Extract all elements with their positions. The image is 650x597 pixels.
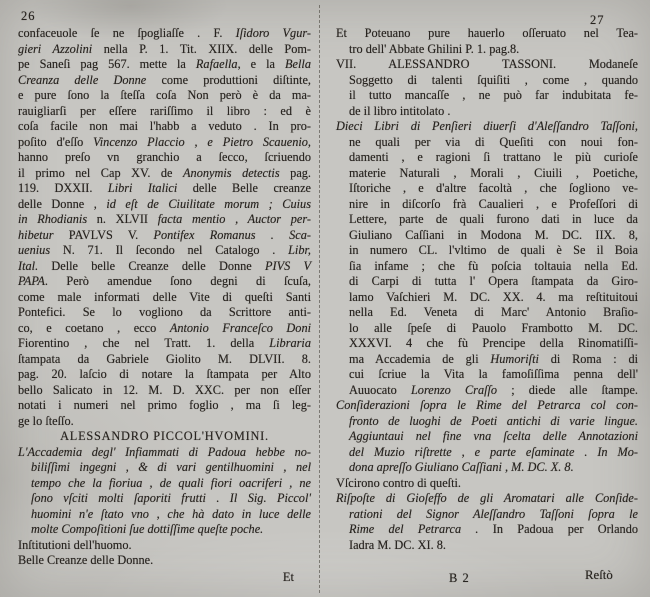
text-line [18, 259, 311, 275]
text-segment: ge lo ſteſſo. [18, 413, 74, 428]
text-segment: bello Salicato in 12. M. D. XXC. per non eſſer [18, 382, 311, 397]
text-segment: Bella [285, 57, 311, 71]
text-line [18, 26, 311, 42]
text-segment: nella Ed. Veneta di Marc' Antonio Braſio- [349, 305, 638, 319]
column-divider-rule [319, 5, 320, 593]
text-segment: 119. DXXII. [18, 181, 108, 195]
text-segment: uenius [18, 243, 63, 257]
text-segment: il primo nel Cap XV. de [18, 165, 184, 180]
text-segment: del Muzio riſtrette , e parte eſaminate . In Mo- [349, 444, 638, 459]
text-line [336, 476, 638, 492]
text-line [336, 522, 638, 538]
text-segment: di Roma : di [538, 351, 639, 366]
left-page-column [18, 26, 311, 569]
text-segment: L'Accademia degl' Infiammati di Padoua hebbe no- [18, 444, 311, 459]
page-number-left: 26 [21, 9, 36, 23]
text-segment: Pontefici. Se lo vogliono da Scrittore anti- [18, 305, 311, 319]
text-segment: Fiorentino , che nel Tratt. 1. della [18, 336, 270, 350]
text-segment: In Padoua per Orlando [492, 522, 638, 536]
text-segment: ma Accademia de gli [349, 351, 491, 366]
text-segment: rationi del Signor Aleſſandro Taſſoni ſopra le [349, 506, 638, 521]
text-line [18, 414, 311, 430]
text-line [336, 367, 638, 383]
text-line [18, 57, 311, 73]
text-segment: n. XLVII [96, 212, 158, 226]
text-segment: cui ſcriue la Vita la famoſiſſima penna dell' [349, 367, 638, 381]
text-line [18, 429, 311, 445]
text-line [18, 243, 311, 259]
text-segment: VII. ALESSANDRO TASSONI. Modaneſe [336, 57, 638, 71]
text-segment: Rime del Petrarca . [349, 522, 493, 536]
text-segment: ſono vſciti molti ſaporiti frutti . Il Sig. Piccol' [31, 491, 311, 505]
text-line [336, 42, 638, 58]
text-segment: Aggiuntaui nel fine vna ſcelta delle Annotazioni [349, 429, 638, 443]
text-segment: Iadra M. DC. XI. 8. [349, 537, 446, 552]
text-segment: Lettere, parte de quali furono dati in luce da [349, 212, 638, 226]
text-segment: pe Saneſi pag 567. mette la [18, 57, 196, 71]
text-segment: huomini n'e ſtato vno , che hà dato in luce delle [31, 506, 311, 521]
text-segment: notati i numeri nel primo foglio , ma ſi leg- [18, 398, 311, 412]
text-segment: facta mentio , Auctor per- [157, 212, 311, 226]
text-segment: Conſiderazioni ſopra le Rime del Petrarca col con- [336, 398, 638, 412]
text-line [336, 181, 638, 197]
text-line [18, 398, 311, 414]
text-line [336, 119, 638, 135]
text-segment: lo alle ſpeſe di Pauolo Frambotto M. DC. [349, 320, 638, 335]
text-segment: co, e coetano , ecco [18, 320, 170, 335]
text-line [18, 104, 311, 120]
text-line [18, 383, 311, 399]
page-number-right: 27 [590, 13, 605, 27]
text-line [18, 321, 311, 337]
text-segment: Riſpoſte di Gioſeffo de gli Aromatari alle Conſide- [336, 491, 638, 505]
text-segment: materie Naturali , Morali , Ciuili , Poetiche, [349, 165, 638, 180]
text-line [336, 352, 638, 368]
text-segment: fronto de luoghi de Poeti antichi di varie lingue. [349, 413, 638, 428]
text-line [18, 150, 311, 166]
text-line [336, 290, 638, 306]
text-segment: Belle Creanze delle Donne. [18, 553, 154, 567]
text-line [18, 553, 311, 569]
text-line [336, 197, 638, 213]
text-line [18, 290, 311, 306]
text-segment: hanno preſo vn granchio a ſecco, ſcriuendo [18, 150, 311, 164]
text-line [18, 476, 311, 492]
text-segment: de il libro intitolato . [349, 103, 451, 118]
text-segment: , e la [237, 57, 286, 71]
text-segment: come produttioni diſtinte, [161, 72, 312, 87]
text-line [336, 491, 638, 507]
text-line [18, 445, 311, 461]
text-line [336, 57, 638, 73]
text-segment: gieri Azzolini [18, 41, 104, 56]
text-line [336, 429, 638, 445]
text-segment: PAVLVS V. [68, 227, 154, 242]
left-catchword: Et [282, 570, 294, 584]
text-line [336, 321, 638, 337]
text-segment: Lorenzo Craſſo [410, 382, 498, 397]
text-line [18, 135, 311, 151]
right-catchword: Reſtò [585, 568, 613, 582]
text-segment: Libraria [269, 336, 311, 350]
text-line [336, 305, 638, 321]
text-segment: Libr, [288, 243, 311, 257]
text-line [18, 460, 311, 476]
text-segment: Vincenzo Placcio , e Pietro Scauenio, [93, 134, 311, 149]
right-page-column [336, 26, 638, 553]
text-segment: Humoriſti [490, 351, 539, 366]
text-line [336, 243, 638, 259]
text-line [336, 445, 638, 461]
text-segment: ; diede alle ſtampe. [497, 382, 638, 397]
text-segment: . Però amendue ſono degni di ſcuſa, [44, 274, 311, 288]
text-segment: Iſtoriche , e d'altre facoltà , che ſogliono ve- [349, 181, 638, 195]
text-segment: Antonio Franceſco Doni [169, 320, 312, 335]
text-segment: ne quali per via di Queſiti con noui fon- [349, 134, 638, 149]
text-segment: delle Donne , [18, 196, 107, 211]
text-segment: coſa facile non mai l'habb a veduto . In pro- [18, 119, 311, 133]
text-segment: nella P. 1. Tit. XIIX. delle Pom- [103, 41, 312, 56]
text-line [336, 228, 638, 244]
text-segment: il tutto mancaſſe , ne può far indubitata fe- [349, 88, 638, 102]
text-segment: Creanza delle Donne [18, 72, 162, 87]
text-segment: dona apreſſo Giuliano Caſſiani , M. DC. X. 8. [349, 460, 574, 474]
text-segment: PIVS V [264, 258, 311, 273]
text-line [336, 507, 638, 523]
text-line [18, 197, 311, 213]
text-line [18, 181, 311, 197]
text-segment: Et Poteuano pure hauerlo oſſeruato nel Tea- [336, 26, 638, 40]
text-segment: rauigliarſi per eſſere rariſſimo il libro : ed è [18, 103, 311, 118]
text-line [336, 398, 638, 414]
text-line [336, 104, 638, 120]
text-segment: hibetur [18, 227, 69, 242]
text-segment: ſtampata da Gabriele Giolito M. DLVII. 8. [18, 351, 311, 366]
text-segment: damenti , e ragioni ſi trattano le più curioſe [349, 150, 638, 164]
text-segment: Libri Italici [107, 181, 178, 195]
text-line [18, 212, 311, 228]
text-line [336, 135, 638, 151]
text-segment: ALESSANDRO PICCOL'HVOMINI. [60, 429, 269, 443]
text-line [336, 414, 638, 430]
text-segment: tro dell' Abbate Ghilini P. 1. pag.8. [349, 41, 520, 56]
text-segment: Delle belle Creanze delle Donne [51, 258, 265, 273]
text-segment: Dieci Libri di Penſieri diuerſi d'Aleſſandro Taſſoni, [336, 119, 638, 133]
text-line [18, 367, 311, 383]
text-segment: Vſcirono contro di queſti. [336, 475, 461, 490]
text-segment: biliſſimi ingegni , & di vari gentilhuomini , nel [31, 460, 311, 474]
text-segment: id eſt de Ciuilitate morum ; Cuius [106, 196, 311, 211]
text-segment: Inſtitutioni dell'huomo. [18, 537, 132, 552]
text-segment: ſia infame ; che fù poſcia toltauia nella Ed. [349, 258, 638, 273]
text-line [18, 305, 311, 321]
text-segment: lamo Vaſchieri M. DC. XX. 4. ma reſtituitoui [349, 289, 638, 304]
text-segment: tempo che la fioriua , de quali fiori oacriferi , ne [31, 475, 311, 490]
text-segment: Soggetto di talenti ſquiſiti , come , quando [349, 72, 638, 87]
text-segment: Anonymis detectis [183, 165, 280, 180]
text-segment: XXXVI. 4 che fù Prencipe della Rinomatiſſi- [349, 336, 638, 350]
text-line [336, 73, 638, 89]
text-line [18, 228, 311, 244]
text-line [18, 352, 311, 368]
text-line [18, 507, 311, 523]
text-segment: Ital. [18, 258, 52, 273]
text-line [336, 166, 638, 182]
text-line [18, 166, 311, 182]
text-segment: come male informati delle Vite di queſti Santi [18, 289, 311, 304]
text-line [18, 522, 311, 538]
text-line [18, 42, 311, 58]
text-segment: Auuocato [349, 382, 411, 397]
text-line [18, 538, 311, 554]
text-line [18, 88, 311, 104]
text-line [18, 336, 311, 352]
text-segment: di Carpi di tutta l' Opera ſtampata da Giro- [349, 274, 638, 288]
text-segment: pag. 20. laſcio di notare la ſtampata per Alto [18, 367, 311, 381]
text-segment: nire in diſcorſo frà Caualieri , e Profeſſori di [349, 196, 638, 211]
text-line [336, 26, 638, 42]
text-line [336, 460, 638, 476]
text-segment: N. 71. Il ſecondo nel Catalogo . [62, 243, 289, 257]
text-segment: PAPA [18, 274, 45, 288]
text-segment: e pure ſono la ſteſſa coſa Non però è da ma- [18, 88, 311, 102]
text-line [336, 259, 638, 275]
text-line [336, 212, 638, 228]
text-segment: Pontifex Romanus . Sca- [153, 227, 311, 242]
text-line [18, 73, 311, 89]
text-line [336, 336, 638, 352]
text-segment: pag. [279, 165, 311, 180]
signature-mark: B 2 [449, 571, 470, 585]
text-line [336, 383, 638, 399]
text-line [336, 88, 638, 104]
text-line [18, 119, 311, 135]
text-segment: in numero CL. l'vltimo de quali è Se il Boia [349, 243, 638, 257]
text-segment: delle Belle creanze [177, 181, 311, 195]
text-segment: Giuliano Caſſiani in Modona M. DC. IIX. 8, [349, 227, 638, 242]
text-line [18, 274, 311, 290]
text-segment: Iſidoro Vgur- [235, 26, 311, 40]
text-segment: Rafaella [195, 57, 238, 71]
text-segment: molte Compoſitioni ſue dottiſſime queſte poche. [31, 522, 264, 536]
text-line [336, 538, 638, 554]
text-line [336, 274, 638, 290]
text-line [336, 150, 638, 166]
text-segment: poſito d'eſſo [18, 134, 94, 149]
text-segment: in Rhodianis [18, 212, 97, 226]
text-line [18, 491, 311, 507]
text-segment: confaceuole ſe ne ſpogliaſſe . F. [18, 26, 236, 40]
